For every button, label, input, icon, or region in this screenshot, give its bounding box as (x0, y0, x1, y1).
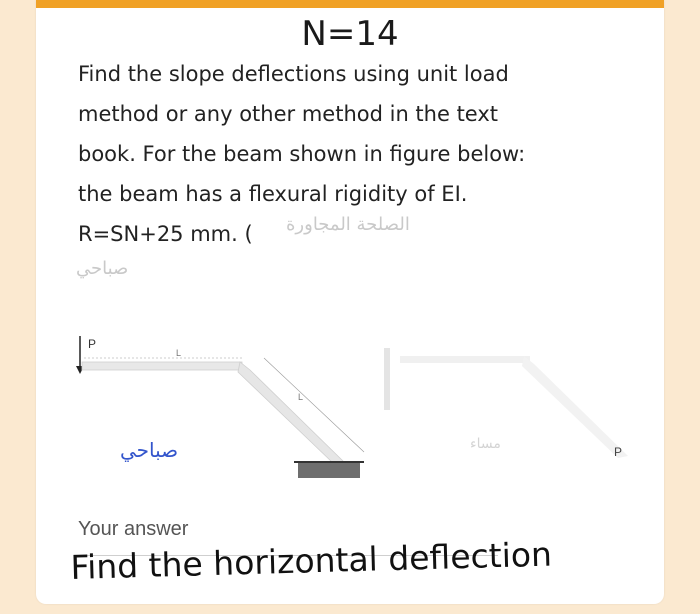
question-card (36, 0, 664, 604)
question-line: Find the slope deflections using unit load (78, 62, 509, 86)
load-label: P (88, 337, 97, 351)
radius-formula: R=SN+25 mm. ( (78, 222, 253, 246)
handwritten-answer: Find the horizontal deflection (70, 534, 553, 587)
answer-label: Your answer (78, 518, 189, 540)
faded-diagonal-member (522, 356, 628, 458)
question-line: method or any other method in the text (78, 102, 499, 126)
horizontal-member (82, 362, 242, 370)
question-line: book. For the beam shown in figure below: (78, 142, 526, 166)
handwritten-stamp: صباحي (120, 438, 179, 462)
faded-arabic-text: الصلحة المجاورة (286, 214, 410, 235)
faded-arabic-text-2: صباحي (76, 258, 129, 279)
faded-horizontal-member (400, 356, 530, 363)
beam-figure (72, 330, 632, 490)
question-line: the beam has a flexural rigidity of EI. (78, 182, 468, 206)
diagonal-member (238, 362, 344, 464)
page-title: N=14 (301, 14, 399, 54)
faded-stamp: مساء (470, 436, 501, 452)
mirror-load-label: P (614, 445, 623, 459)
card-accent-bar (36, 0, 664, 8)
faded-support (384, 348, 390, 410)
length-label: L (176, 348, 182, 358)
diagonal-label: L (298, 392, 304, 402)
fixed-support (298, 462, 360, 478)
